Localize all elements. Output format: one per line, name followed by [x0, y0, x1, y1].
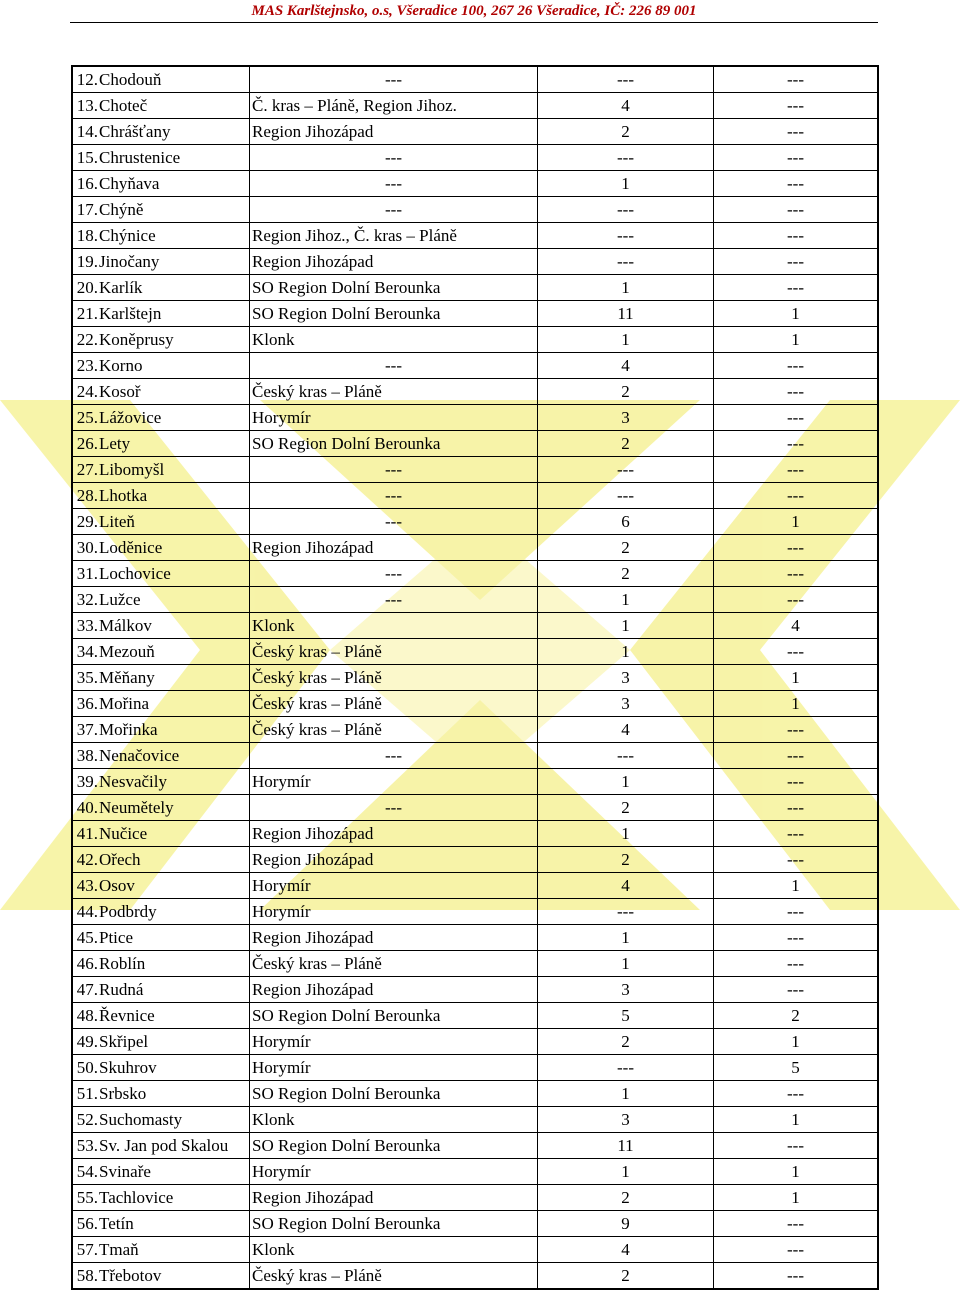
municipality-name: Rudná	[98, 977, 250, 1003]
row-number: 32.	[72, 587, 98, 613]
count-cell-2: ---	[714, 795, 879, 821]
count-cell-1: ---	[538, 483, 714, 509]
row-number: 41.	[72, 821, 98, 847]
count-cell-2: ---	[714, 561, 879, 587]
municipality-name: Ptice	[98, 925, 250, 951]
count-cell-2: 1	[714, 665, 879, 691]
municipality-name: Řevnice	[98, 1003, 250, 1029]
count-cell-2: ---	[714, 431, 879, 457]
region-name: Horymír	[250, 769, 538, 795]
count-cell-1: 3	[538, 665, 714, 691]
row-number: 30.	[72, 535, 98, 561]
count-cell-2: ---	[714, 951, 879, 977]
count-cell-2: 1	[714, 1159, 879, 1185]
count-cell-1: 1	[538, 587, 714, 613]
table-row	[72, 431, 878, 457]
table-row	[72, 639, 878, 665]
table-row	[72, 66, 878, 93]
count-cell-2: 2	[714, 1003, 879, 1029]
count-cell-2: ---	[714, 639, 879, 665]
municipality-name: Libomyšl	[98, 457, 250, 483]
count-cell-1: 4	[538, 717, 714, 743]
municipality-name: Málkov	[98, 613, 250, 639]
region-name: ---	[250, 145, 538, 171]
municipality-name: Karlík	[98, 275, 250, 301]
row-number: 46.	[72, 951, 98, 977]
row-number: 47.	[72, 977, 98, 1003]
row-number: 53.	[72, 1133, 98, 1159]
count-cell-2: 4	[714, 613, 879, 639]
count-cell-2: ---	[714, 1133, 879, 1159]
region-name: ---	[250, 509, 538, 535]
region-name: ---	[250, 457, 538, 483]
region-name: ---	[250, 197, 538, 223]
table-row	[72, 405, 878, 431]
row-number: 16.	[72, 171, 98, 197]
row-number: 44.	[72, 899, 98, 925]
municipality-name: Lochovice	[98, 561, 250, 587]
table-row	[72, 327, 878, 353]
region-name: Region Jihozápad	[250, 847, 538, 873]
count-cell-2: ---	[714, 587, 879, 613]
count-cell-1: 1	[538, 171, 714, 197]
count-cell-2: ---	[714, 457, 879, 483]
count-cell-1: 4	[538, 93, 714, 119]
row-number: 37.	[72, 717, 98, 743]
row-number: 40.	[72, 795, 98, 821]
table-row	[72, 613, 878, 639]
municipality-name: Chodouň	[98, 66, 250, 93]
municipality-name: Liteň	[98, 509, 250, 535]
table-row	[72, 1081, 878, 1107]
table-row	[72, 1107, 878, 1133]
row-number: 29.	[72, 509, 98, 535]
row-number: 36.	[72, 691, 98, 717]
count-cell-1: 2	[538, 119, 714, 145]
region-name: SO Region Dolní Berounka	[250, 1211, 538, 1237]
region-name: SO Region Dolní Berounka	[250, 431, 538, 457]
count-cell-1: 2	[538, 1263, 714, 1290]
region-name: Horymír	[250, 405, 538, 431]
table-row	[72, 1003, 878, 1029]
count-cell-1: ---	[538, 1055, 714, 1081]
count-cell-1: 1	[538, 1159, 714, 1185]
row-number: 49.	[72, 1029, 98, 1055]
count-cell-1: 9	[538, 1211, 714, 1237]
count-cell-2: ---	[714, 977, 879, 1003]
municipality-name: Měňany	[98, 665, 250, 691]
region-name: Region Jihozápad	[250, 119, 538, 145]
count-cell-2: 1	[714, 1185, 879, 1211]
region-name: Český kras – Pláně	[250, 379, 538, 405]
municipality-name: Mořina	[98, 691, 250, 717]
municipality-name: Podbrdy	[98, 899, 250, 925]
count-cell-1: 1	[538, 275, 714, 301]
row-number: 56.	[72, 1211, 98, 1237]
row-number: 26.	[72, 431, 98, 457]
count-cell-1: 5	[538, 1003, 714, 1029]
region-name: ---	[250, 483, 538, 509]
row-number: 22.	[72, 327, 98, 353]
region-name: Region Jihoz., Č. kras – Pláně	[250, 223, 538, 249]
table-row	[72, 665, 878, 691]
municipality-name: Kosoř	[98, 379, 250, 405]
count-cell-1: 2	[538, 535, 714, 561]
municipality-name: Svinaře	[98, 1159, 250, 1185]
count-cell-2: ---	[714, 223, 879, 249]
table-row	[72, 353, 878, 379]
municipality-name: Loděnice	[98, 535, 250, 561]
count-cell-2: ---	[714, 93, 879, 119]
count-cell-2: 1	[714, 301, 879, 327]
municipality-name: Jinočany	[98, 249, 250, 275]
region-name: Region Jihozápad	[250, 821, 538, 847]
region-name: Region Jihozápad	[250, 1185, 538, 1211]
count-cell-2: ---	[714, 353, 879, 379]
count-cell-1: ---	[538, 145, 714, 171]
count-cell-2: 1	[714, 509, 879, 535]
count-cell-2: ---	[714, 405, 879, 431]
region-name: Region Jihozápad	[250, 977, 538, 1003]
municipality-name: Ořech	[98, 847, 250, 873]
municipality-name: Srbsko	[98, 1081, 250, 1107]
region-name: SO Region Dolní Berounka	[250, 275, 538, 301]
municipality-name: Osov	[98, 873, 250, 899]
row-number: 54.	[72, 1159, 98, 1185]
row-number: 27.	[72, 457, 98, 483]
row-number: 14.	[72, 119, 98, 145]
municipality-name: Tmaň	[98, 1237, 250, 1263]
count-cell-1: ---	[538, 197, 714, 223]
table-row	[72, 587, 878, 613]
count-cell-2: ---	[714, 66, 879, 93]
count-cell-1: 11	[538, 301, 714, 327]
count-cell-1: 6	[538, 509, 714, 535]
count-cell-1: 4	[538, 1237, 714, 1263]
count-cell-2: ---	[714, 847, 879, 873]
table-row	[72, 197, 878, 223]
row-number: 50.	[72, 1055, 98, 1081]
row-number: 38.	[72, 743, 98, 769]
table-row	[72, 1211, 878, 1237]
table-row	[72, 535, 878, 561]
municipality-name: Skřipel	[98, 1029, 250, 1055]
row-number: 55.	[72, 1185, 98, 1211]
municipality-name: Karlštejn	[98, 301, 250, 327]
count-cell-1: 11	[538, 1133, 714, 1159]
count-cell-1: 1	[538, 951, 714, 977]
municipality-name: Lužce	[98, 587, 250, 613]
region-name: SO Region Dolní Berounka	[250, 1133, 538, 1159]
municipality-name: Chyňava	[98, 171, 250, 197]
table-row	[72, 847, 878, 873]
municipality-name: Lhotka	[98, 483, 250, 509]
count-cell-2: ---	[714, 275, 879, 301]
count-cell-2: ---	[714, 535, 879, 561]
row-number: 28.	[72, 483, 98, 509]
count-cell-1: ---	[538, 899, 714, 925]
municipality-name: Koněprusy	[98, 327, 250, 353]
row-number: 43.	[72, 873, 98, 899]
count-cell-2: ---	[714, 145, 879, 171]
count-cell-1: 1	[538, 821, 714, 847]
municipality-name: Sv. Jan pod Skalou	[98, 1133, 250, 1159]
count-cell-1: 3	[538, 1107, 714, 1133]
row-number: 21.	[72, 301, 98, 327]
table-row	[72, 795, 878, 821]
count-cell-2: 1	[714, 327, 879, 353]
region-name: SO Region Dolní Berounka	[250, 1003, 538, 1029]
count-cell-1: 1	[538, 639, 714, 665]
count-cell-2: ---	[714, 769, 879, 795]
row-number: 17.	[72, 197, 98, 223]
region-name: Klonk	[250, 1107, 538, 1133]
table-row	[72, 977, 878, 1003]
count-cell-2: 1	[714, 691, 879, 717]
region-name: Horymír	[250, 1159, 538, 1185]
count-cell-1: 2	[538, 795, 714, 821]
count-cell-2: ---	[714, 1081, 879, 1107]
table-row	[72, 743, 878, 769]
table-row	[72, 249, 878, 275]
municipality-name: Tachlovice	[98, 1185, 250, 1211]
count-cell-2: ---	[714, 171, 879, 197]
count-cell-2: 1	[714, 1029, 879, 1055]
municipality-name: Nučice	[98, 821, 250, 847]
table-row	[72, 1159, 878, 1185]
municipality-table	[71, 65, 879, 1290]
table-row	[72, 1055, 878, 1081]
count-cell-1: 2	[538, 379, 714, 405]
municipality-name: Neumětely	[98, 795, 250, 821]
row-number: 25.	[72, 405, 98, 431]
row-number: 34.	[72, 639, 98, 665]
row-number: 51.	[72, 1081, 98, 1107]
count-cell-2: ---	[714, 379, 879, 405]
table-row	[72, 379, 878, 405]
count-cell-1: 1	[538, 925, 714, 951]
table-row	[72, 769, 878, 795]
region-name: Region Jihozápad	[250, 925, 538, 951]
table-row	[72, 1029, 878, 1055]
municipality-name: Suchomasty	[98, 1107, 250, 1133]
municipality-name: Lety	[98, 431, 250, 457]
municipality-name: Chýnice	[98, 223, 250, 249]
region-name: Klonk	[250, 613, 538, 639]
table-body	[72, 66, 878, 1289]
count-cell-2: ---	[714, 1211, 879, 1237]
count-cell-2: 1	[714, 1107, 879, 1133]
table-row	[72, 457, 878, 483]
table-row	[72, 93, 878, 119]
table-row	[72, 171, 878, 197]
count-cell-1: ---	[538, 223, 714, 249]
municipality-name: Třebotov	[98, 1263, 250, 1290]
table-row	[72, 899, 878, 925]
row-number: 24.	[72, 379, 98, 405]
count-cell-2: ---	[714, 743, 879, 769]
region-name: Klonk	[250, 1237, 538, 1263]
row-number: 15.	[72, 145, 98, 171]
count-cell-2: ---	[714, 197, 879, 223]
count-cell-1: ---	[538, 249, 714, 275]
count-cell-1: 3	[538, 691, 714, 717]
count-cell-1: 1	[538, 1081, 714, 1107]
document-header: MAS Karlštejnsko, o.s, Všeradice 100, 267 26 Všeradice, IČ: 226 89 001	[70, 0, 878, 23]
region-name: Horymír	[250, 899, 538, 925]
region-name: ---	[250, 171, 538, 197]
count-cell-1: 1	[538, 613, 714, 639]
row-number: 18.	[72, 223, 98, 249]
count-cell-1: 4	[538, 353, 714, 379]
region-name: Český kras – Pláně	[250, 691, 538, 717]
municipality-name: Nesvačily	[98, 769, 250, 795]
table-row	[72, 483, 878, 509]
region-name: ---	[250, 66, 538, 93]
count-cell-1: 2	[538, 431, 714, 457]
row-number: 31.	[72, 561, 98, 587]
municipality-name: Chrášťany	[98, 119, 250, 145]
count-cell-2: ---	[714, 119, 879, 145]
row-number: 58.	[72, 1263, 98, 1290]
count-cell-2: ---	[714, 249, 879, 275]
municipality-name: Chrustenice	[98, 145, 250, 171]
table-row	[72, 1133, 878, 1159]
table-row	[72, 873, 878, 899]
region-name: ---	[250, 587, 538, 613]
row-number: 33.	[72, 613, 98, 639]
table-row	[72, 119, 878, 145]
count-cell-1: ---	[538, 743, 714, 769]
table-row	[72, 275, 878, 301]
row-number: 39.	[72, 769, 98, 795]
row-number: 48.	[72, 1003, 98, 1029]
region-name: Horymír	[250, 873, 538, 899]
region-name: Horymír	[250, 1029, 538, 1055]
row-number: 13.	[72, 93, 98, 119]
region-name: SO Region Dolní Berounka	[250, 301, 538, 327]
region-name: ---	[250, 743, 538, 769]
region-name: Český kras – Pláně	[250, 717, 538, 743]
region-name: SO Region Dolní Berounka	[250, 1081, 538, 1107]
municipality-name: Nenačovice	[98, 743, 250, 769]
municipality-name: Skuhrov	[98, 1055, 250, 1081]
row-number: 42.	[72, 847, 98, 873]
region-name: Klonk	[250, 327, 538, 353]
table-row	[72, 301, 878, 327]
row-number: 19.	[72, 249, 98, 275]
row-number: 45.	[72, 925, 98, 951]
municipality-name: Chýně	[98, 197, 250, 223]
region-name: Region Jihozápad	[250, 249, 538, 275]
region-name: Český kras – Pláně	[250, 639, 538, 665]
table-row	[72, 561, 878, 587]
region-name: Horymír	[250, 1055, 538, 1081]
table-row	[72, 1263, 878, 1290]
count-cell-1: ---	[538, 457, 714, 483]
count-cell-2: 1	[714, 873, 879, 899]
count-cell-2: ---	[714, 1237, 879, 1263]
count-cell-1: 4	[538, 873, 714, 899]
municipality-name: Mořinka	[98, 717, 250, 743]
municipality-name: Mezouň	[98, 639, 250, 665]
count-cell-2: ---	[714, 925, 879, 951]
region-name: Český kras – Pláně	[250, 665, 538, 691]
municipality-name: Choteč	[98, 93, 250, 119]
count-cell-1: 2	[538, 561, 714, 587]
table-row	[72, 691, 878, 717]
count-cell-1: 2	[538, 1185, 714, 1211]
municipality-name: Tetín	[98, 1211, 250, 1237]
table-row	[72, 717, 878, 743]
count-cell-2: ---	[714, 1263, 879, 1290]
region-name: Č. kras – Pláně, Region Jihoz.	[250, 93, 538, 119]
table-row	[72, 821, 878, 847]
count-cell-2: ---	[714, 899, 879, 925]
region-name: ---	[250, 353, 538, 379]
municipality-name: Lážovice	[98, 405, 250, 431]
table-row	[72, 1185, 878, 1211]
table-row	[72, 925, 878, 951]
count-cell-1: 3	[538, 405, 714, 431]
count-cell-2: ---	[714, 717, 879, 743]
count-cell-2: 5	[714, 1055, 879, 1081]
count-cell-2: ---	[714, 483, 879, 509]
row-number: 52.	[72, 1107, 98, 1133]
region-name: Český kras – Pláně	[250, 951, 538, 977]
table-row	[72, 145, 878, 171]
count-cell-1: 2	[538, 847, 714, 873]
count-cell-1: ---	[538, 66, 714, 93]
row-number: 23.	[72, 353, 98, 379]
row-number: 35.	[72, 665, 98, 691]
region-name: Region Jihozápad	[250, 535, 538, 561]
region-name: ---	[250, 561, 538, 587]
count-cell-1: 1	[538, 769, 714, 795]
count-cell-1: 1	[538, 327, 714, 353]
row-number: 20.	[72, 275, 98, 301]
table-row	[72, 223, 878, 249]
row-number: 12.	[72, 66, 98, 93]
count-cell-2: ---	[714, 821, 879, 847]
table-row	[72, 951, 878, 977]
municipality-name: Korno	[98, 353, 250, 379]
count-cell-1: 2	[538, 1029, 714, 1055]
region-name: Český kras – Pláně	[250, 1263, 538, 1290]
row-number: 57.	[72, 1237, 98, 1263]
table-row	[72, 1237, 878, 1263]
count-cell-1: 3	[538, 977, 714, 1003]
municipality-name: Roblín	[98, 951, 250, 977]
table-row	[72, 509, 878, 535]
region-name: ---	[250, 795, 538, 821]
